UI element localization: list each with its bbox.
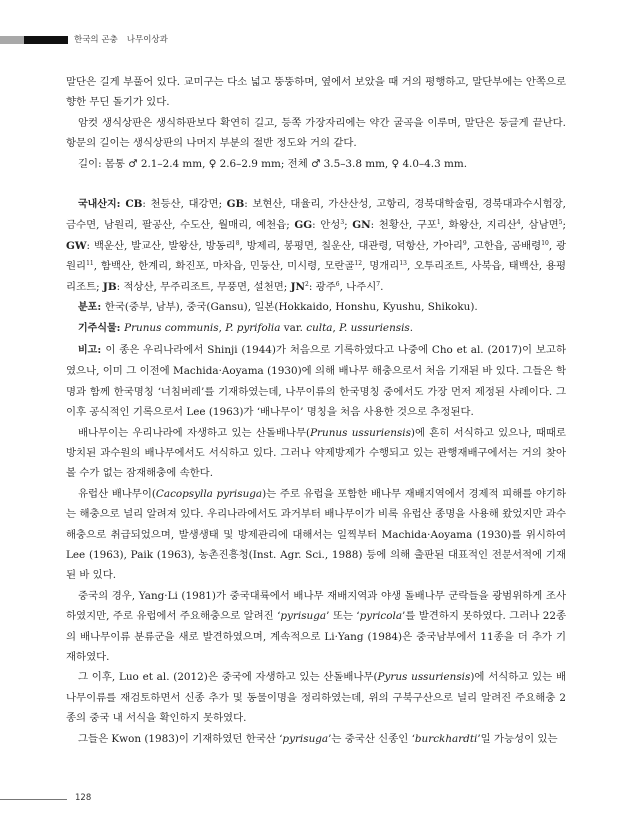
- localities-gw: , 명개리: [362, 260, 400, 273]
- remarks-text: ’일 가능성이 있는: [477, 732, 558, 745]
- province-code-gw: GW: [66, 239, 87, 252]
- localities-gn: 천황산, 구포: [378, 219, 437, 232]
- localities-gw: , 고한읍, 곰배령: [466, 239, 542, 252]
- localities-gw: , 함백산, 한계리, 화진포, 마차읍, 민둥산, 미시령, 모란골: [93, 260, 355, 273]
- footnote-ref: 6: [335, 280, 340, 288]
- paragraph-remarks-5: [66, 667, 566, 728]
- footnote-ref: 4: [516, 219, 521, 227]
- distribution-text: 한국(중부, 남부), 중국(Gansu), 일본(Hokkaido, Honshu, Kyushu, Shikoku).: [104, 301, 478, 314]
- localities-jn: , 나주시: [339, 280, 377, 293]
- footer-rule: [0, 799, 67, 800]
- footnote-ref: 12: [354, 260, 363, 268]
- footnote-ref: 13: [399, 260, 407, 268]
- remarks-text: 유럽산 배나무이(: [78, 487, 156, 500]
- remarks-text: ’ 또는 ‘: [326, 610, 360, 623]
- remarks-text: 중국의 경우, Yang·Li (1981)가 중국대륙에서 배나무 재배지역과 야생 돌배나무 군락들을 광범위하게 조사하였지만, 주로 유럽에서 주요해충으로 알려진 ‘: [66, 589, 566, 623]
- paragraph-localities: 국내산지: CB: 천등산, 대강면; GB: 보현산, 대율리, 가산산성, 고항리, 경북대학술림, 경북대과수시험장, 금수면, 남원리, 팔공산, 수도산, 월매리, 예천읍; GG: 안성$^3$; GN: 천황산, 구포$^1$, 화왕산, 지리산$^4$, 삼남면$^5$; GW: 백운산, 발교산, 발왕산, 방동리$^8$, 방제리, 봉평면, 칠운산, 대관령, 덕항산, 가아리$^9$, 고한읍, 곰배령$^{10}$, 광원리$^{11}$, 함백산, 한계리, 화진포, 마차읍, 민둥산, 미시령, 모란골$^{12}$, 명개리$^{13}$, 오투리조트, 사북읍, 태백산, 용평리조트; JB: 적상산, 무주리조트, 무풍면, 설천면; $JN^2$: 광주$^6$, 나주시$^7$.: [66, 198, 567, 293]
- host-plant-2-variety: culta: [306, 322, 333, 335]
- remarks-text: )에 흔히 서식하고 있으나, 때때로 방치된 과수원의 배나무에서도 서식하고 있다. 그러나 약제방제가 수행되고 있는 관행재배구에서는 거의 찾아볼 수가 없는 잠재해충에 속한다.: [66, 426, 566, 480]
- paragraph-remarks-6: [66, 729, 566, 749]
- remarks-text: 배나무이는 우리나라에 자생하고 있는 산돌배나무(: [78, 426, 311, 439]
- footnote-ref: 11: [86, 260, 94, 268]
- header-title: [74, 33, 168, 45]
- paragraph-description-2: 암컷 생식상판은 생식하판보다 확연히 길고, 등쪽 가장자리에는 약간 굴곡을 이루며, 말단은 둥글게 끝난다. 항문의 길이는 생식상판의 나머지 부분의 절반 정도와 거의 같다.: [66, 116, 566, 150]
- species-name: burckhardti: [414, 732, 478, 745]
- section-gap: [66, 174, 566, 194]
- province-code-jb: JB: [102, 280, 117, 293]
- footnote-ref: 7: [376, 280, 381, 288]
- localities-gw: 백운산, 발교산, 발왕산, 방동리: [93, 239, 236, 252]
- footnote-ref: 2: [305, 280, 309, 288]
- footnote-ref: 5: [558, 219, 563, 227]
- footnote-ref: 10: [541, 239, 549, 247]
- page-footer: [0, 793, 637, 805]
- localities-gg: 안성: [320, 219, 341, 232]
- species-name: pyrisuga: [282, 732, 329, 745]
- localities-gw: , 광원리: [66, 239, 567, 273]
- species-name: Prunus ussuriensis: [310, 426, 411, 439]
- separator: ,: [332, 322, 340, 335]
- localities-gn: , 화왕산, 지리산: [440, 219, 517, 232]
- province-code-jn: JN: [290, 280, 306, 293]
- province-code-gn: GN: [352, 219, 371, 232]
- host-plant-3: P. ussuriensis: [339, 322, 410, 335]
- province-code-cb: CB: [125, 198, 143, 211]
- remarks-text: ’를 발견하지 못하였다. 그러나 22종의 배나무이류 분류군을 새로 발견하였으며, 계속적으로 Li·Yang (1984)은 중국남부에서 11종을 더 추가 기재하였다.: [66, 610, 566, 663]
- header-bar-gray: [0, 36, 24, 44]
- remarks-text: 이 종은 우리나라에서 Shinji (1944)가 처음으로 기록하였다고 나중에 Cho et al. (2017)이 보고하였으나, 이미 그 이전에 Machida·Aoyama (1930)에 의해 배나무 해충으로서 처음 기재된 바 있다. 그들은 학명과 함께 한국명칭 ‘너침버레’를 기재하였는데, 나무이류의 한국명칭 중에서도 가장 먼저 제정된 사례이다. 그 이후 공식적인 기록으로서 Lee (1963)가 ‘배나무이’ 명칭을 처음 사용한 것으로 추정된다.: [66, 343, 567, 419]
- chapter-title: 나무이상과: [126, 35, 168, 45]
- species-name: Pyrus ussuriensis: [377, 671, 471, 684]
- remarks-label: 비고: [78, 344, 98, 356]
- localities-gw: , 오투리조트, 사북읍, 태백산, 용평리조트;: [66, 260, 566, 293]
- remarks-text: 그들은 Kwon (1983)이 기재하였던 한국산 ‘: [78, 732, 283, 745]
- distribution-label: 분포: [78, 302, 98, 314]
- variety-marker: var.: [280, 322, 307, 335]
- paragraph-remarks-1: 비고: 이 종은 우리나라에서 Shinji (1944)가 처음으로 기록하였다고 나중에 Cho et al. (2017)이 보고하였으나, 이미 그 이전에 Machida·Aoyama (1930)에 의해 배나무 해충으로서 처음 기재된 바 있다. 그들은 학명과 함께 한국명칭 ‘너침버레’를 기재하였는데, 나무이류의 한국명칭 중에서도 가장 먼저 제정된 사례이다. 그 이후 공식적인 기록으로서 Lee (1963)가 ‘배나무이’ 명칭을 처음 사용한 것으로 추정된다.: [66, 343, 567, 419]
- footnote-ref: 9: [462, 239, 467, 247]
- localities-cb: 천등산, 대강면;: [150, 198, 227, 211]
- localities-jb: 적상산, 무주리조트, 무풍면, 설천면;: [123, 280, 291, 293]
- paragraph-host-plants: 기주식물: Prunus communis, P. pyrifolia var. culta, P. ussuriensis.: [78, 322, 414, 335]
- footnote-ref: 8: [235, 239, 240, 247]
- localities-gw: , 방제리, 봉평면, 칠운산, 대관령, 덕항산, 가아리: [239, 239, 463, 252]
- localities-label: 국내산지: [78, 199, 117, 211]
- paragraph-length: 길이: 몸통 ♂ 2.1–2.4 mm, ♀ 2.6–2.9 mm; 전체 ♂ 3.5–3.8 mm, ♀ 4.0–4.3 mm.: [78, 157, 467, 170]
- province-code-gb: GB: [226, 198, 245, 211]
- localities-jn: 광주: [315, 280, 336, 293]
- species-name: Cacopsylla pyrisuga: [155, 487, 263, 500]
- localities-end: .: [380, 280, 384, 293]
- remarks-text: )는 주로 유럽을 포함한 배나무 재배지역에서 경제적 피해를 야기하는 해충으로 널리 알려져 있다. 우리나라에서도 과거부터 배나무이가 비록 유럽산 종명을 사용해 왔었지만 과수해충으로 취급되었으며, 발생생태 및 방제관리에 대해서는 일찍부터 Machida·Aoyama (1930)를 위시하여 Lee (1963), Paik (1963), 농촌진흥청(Inst. Agr. Sci., 1988) 등에 의해 출판된 대표적인 전문서적에 기재된 바 있다.: [66, 487, 566, 582]
- host-plant-1: Prunus communis: [124, 322, 219, 335]
- separator: ,: [218, 322, 226, 335]
- page-number: 128: [75, 793, 92, 803]
- remarks-text: ’는 중국산 신종인 ‘: [328, 732, 415, 745]
- header-bar-black: [24, 36, 68, 44]
- paragraph-remarks-2: [66, 423, 566, 484]
- localities-gn: , 삼남면: [520, 219, 559, 232]
- footnote-ref: 1: [436, 219, 441, 227]
- page-body: [66, 72, 566, 749]
- running-header: [0, 36, 637, 44]
- host-plants-label: 기주식물: [78, 323, 117, 335]
- host-plant-2: P. pyrifolia: [225, 322, 281, 335]
- species-name: pyricola: [359, 610, 403, 623]
- species-name: pyrisuga: [280, 610, 327, 623]
- paragraph-description-1: 말단은 길게 부풀어 있다. 교미구는 다소 넓고 뚱뚱하며, 옆에서 보았을 때 거의 평행하고, 말단부에는 안쪽으로 향한 무딘 돌기가 있다.: [66, 76, 566, 109]
- footnote-ref: 3: [340, 219, 345, 227]
- remarks-text: 그 이후, Luo et al. (2012)은 중국에 자생하고 있는 산돌배나무(: [78, 671, 378, 684]
- period: .: [409, 322, 414, 335]
- paragraph-distribution: 분포: 한국(중부, 남부), 중국(Gansu), 일본(Hokkaido, Honshu, Kyushu, Shikoku).: [78, 301, 478, 314]
- paragraph-remarks-4: [66, 586, 566, 668]
- book-title: 한국의 곤충: [74, 35, 118, 45]
- localities-gb: 보현산, 대율리, 가산산성, 고항리, 경북대학술림, 경북대과수시험장, 금수면, 남원리, 팔공산, 수도산, 월매리, 예천읍;: [66, 198, 566, 232]
- paragraph-remarks-3: [66, 484, 566, 586]
- province-code-gg: GG: [294, 219, 313, 232]
- remarks-text: )에 서식하고 있는 배나무이류를 재검토하면서 신종 추가 및 동물이명을 정리하였는데, 위의 구북구산으로 널리 알려진 주요해충 2종의 중국 내 서식을 확인하지 못하였다.: [66, 671, 566, 725]
